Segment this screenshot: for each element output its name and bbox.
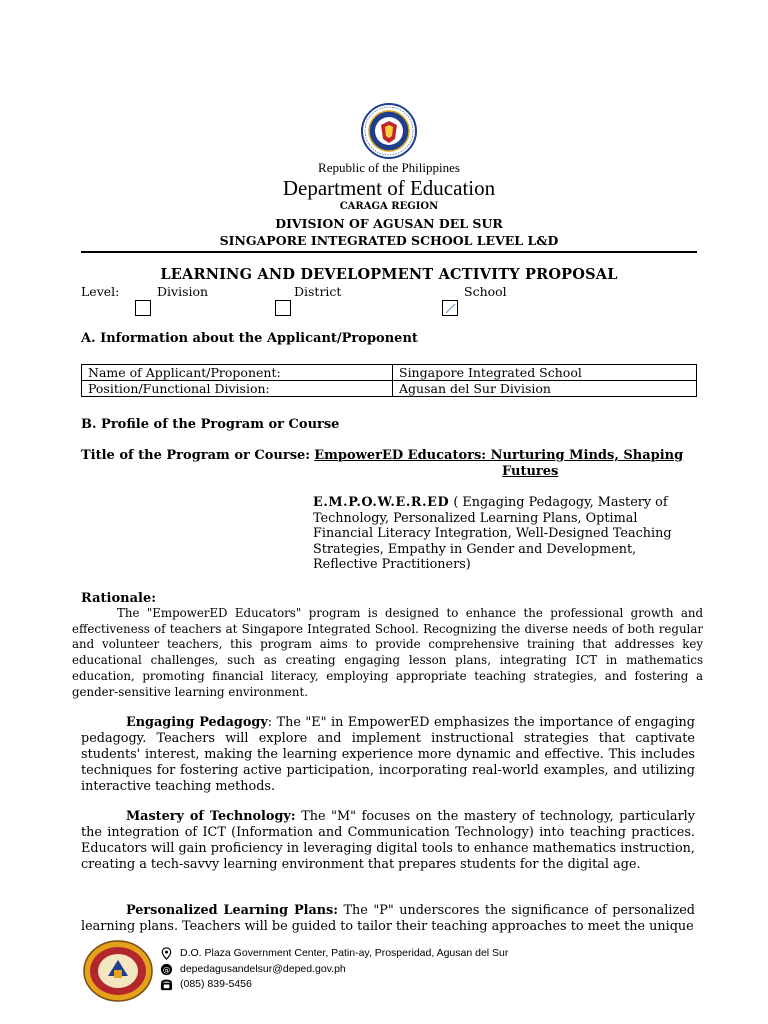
level-option-district-label: District [294,284,342,299]
section-b-heading: B. Profile of the Program or Course [81,417,340,432]
region-name: CARAGA REGION [339,201,439,212]
engaging-pedagogy-text: : The "E" in EmpowerED emphasizes the importance of engaging pedagogy. Teachers will explore and implement instructional strategies that captivate students' interest, making the learning experience more dynamic and effective. This includes techniques for fostering active participation, incorporating real-world examples, and utilizing interactive teaching methods. [81,715,695,794]
footer-email[interactable]: depedagusandelsur@deped.gov.ph [180,962,346,975]
mastery-technology-term: Mastery of Technology: [126,809,296,824]
program-title-line [81,448,701,463]
program-title-value: EmpowerED Educators: Nurturing Minds, Shaping [314,448,684,463]
section-a-heading: A. Information about the Applicant/Proponent [81,331,418,346]
rationale-intro: The "EmpowerED Educators" program is designed to enhance the professional growth and effectiveness of teachers at Singapore Integrated School. Recognizing the diverse needs of both regular and volunteer teachers, this program aims to provide comprehensive training that addresses key educational challenges, such as creating engaging lesson plans, integrating ICT in mathematics education, promoting financial literacy, employing appropriate teaching strategies, and fostering a gender-sensitive learning environment. [72,606,703,699]
applicant-name-value: Singapore Integrated School [393,365,697,381]
acronym-block [313,495,673,573]
division-name: DIVISION OF AGUSAN DEL SUR [275,216,503,231]
footer-address-line [160,946,508,962]
position-value: Agusan del Sur Division [393,381,697,397]
svg-text:@: @ [162,964,171,974]
personalized-learning-term: Personalized Learning Plans: [126,903,338,918]
table-row [82,365,697,381]
position-field: Position/Functional Division: [82,381,393,397]
header-divider [81,251,697,253]
acronym-expansion: ( Engaging Pedagogy, Mastery of Technology, Personalized Learning Plans, Optimal Financial Literacy Integration, Well-Designed Teaching Strategies, Empathy in Gender and Development, Reflective Practitioners) [313,495,672,572]
check-mark-icon [443,301,457,315]
school-ld-name: SINGAPORE INTEGRATED SCHOOL LEVEL L&D [219,233,559,248]
program-title-value-cont: Futures [502,464,559,479]
level-option-division-label: Division [157,284,209,299]
level-division-checkbox[interactable] [135,300,151,316]
deped-seal-logo [361,103,417,159]
footer-contact [160,946,508,993]
rationale-heading: Rationale: [81,591,157,606]
level-selector [81,284,701,324]
footer-email-line [160,962,508,978]
table-row [82,381,697,397]
applicant-info-table [81,364,697,397]
phone-icon [160,978,173,991]
department-name: Department of Education [282,176,496,200]
engaging-pedagogy-term: Engaging Pedagogy [126,715,268,730]
engaging-pedagogy-paragraph [81,715,695,795]
personalized-learning-text: The "P" underscores the significance of personalized learning plans. Teachers will be guided to tailor their teaching approaches to meet the unique [81,903,695,934]
applicant-name-field: Name of Applicant/Proponent: [82,365,393,381]
footer-phone-line [160,977,508,993]
level-school-checkbox[interactable] [442,300,458,316]
program-title-label: Title of the Program or Course: [81,448,311,463]
acronym: E.M.P.O.W.E.R.ED [313,495,450,510]
email-icon [160,963,173,976]
footer-address: D.O. Plaza Government Center, Patin-ay, Prosperidad, Agusan del Sur [180,947,509,959]
division-seal-logo [82,940,154,1002]
footer-phone: (085) 839-5456 [180,978,252,990]
mastery-technology-text: The "M" focuses on the mastery of technology, particularly the integration of ICT (Information and Communication Technology) into teaching practices. Educators will gain proficiency in leveraging digital tools to enhance mathematics instruction, creating a tech-savvy learning environment that prepares students for the digital age. [81,809,696,872]
republic-line: Republic of the Philippines [318,160,460,175]
proposal-title: LEARNING AND DEVELOPMENT ACTIVITY PROPOSAL [160,266,618,283]
personalized-learning-paragraph [81,903,695,935]
mastery-technology-paragraph [81,809,695,873]
location-pin-icon [160,947,173,960]
level-district-checkbox[interactable] [275,300,291,316]
level-label: Level: [81,284,120,299]
level-option-school-label: School [464,284,507,299]
